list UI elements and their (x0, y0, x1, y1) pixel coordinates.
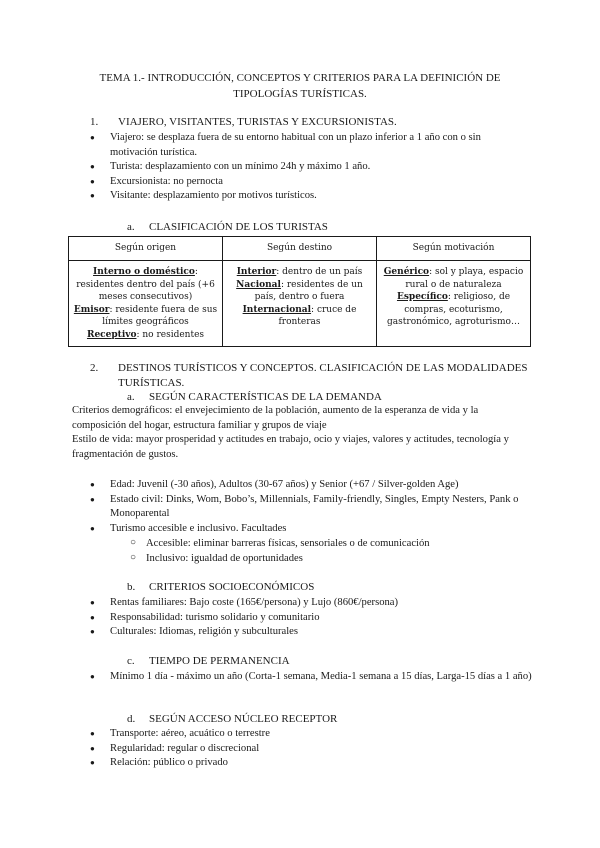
section-2d-heading (127, 712, 337, 727)
table-cell-destination (223, 261, 377, 347)
section-2d-letter: d. (127, 713, 136, 725)
section-2b-heading-text: CRITERIOS SOCIOECONÓMICOS (149, 581, 315, 593)
section-2d-heading-text: SEGÚN ACCESO NÚCLEO RECEPTOR (149, 713, 338, 725)
term-nacional-desc: : residentes de un país, dentro o fuera (254, 279, 363, 302)
list-item: ● Estado civil: Dinks, Wom, Bobo’s, Millennials, Family-friendly, Singles, Empty Nesters, Pank o Monoparental (90, 493, 536, 522)
list-item: ● Mínimo 1 día - máximo un año (Corta-1 semana, Media-1 semana a 15 días, Larga-15 días a 1 año) (90, 670, 536, 685)
term-receptivo: Receptivo (86, 329, 137, 340)
list-item: ● Edad: Juvenil (-30 años), Adultos (30-67 años) y Senior (+67 / Silver-golden Age) (90, 478, 536, 493)
term-especifico: Específico (396, 292, 448, 302)
section-2a-sub-bullets (130, 537, 530, 566)
section-1-bullets (90, 131, 530, 204)
section-2a-bullets (90, 478, 536, 536)
table-cell-motivation (377, 261, 531, 347)
paragraph-demographic: Criterios demográficos: el envejecimiento de la población, aumento de la esperanza de vida y la composición del hogar, estructura familiar y grupos de viaje (72, 405, 479, 431)
table-header-cell: Según motivación (377, 237, 531, 261)
term-especifico-desc: : religioso, de compras, ecoturismo, gastronómico, agroturismo… (387, 292, 520, 327)
section-1-number: 1. (90, 116, 99, 128)
term-interno: Interno o doméstico (93, 267, 195, 277)
list-item: ● Turista: desplazamiento con un mínimo 24h y máximo 1 año. (90, 160, 530, 175)
term-interior-desc: : dentro de un país (276, 267, 363, 277)
term-interior: Interior (236, 267, 277, 277)
term-nacional: Nacional (236, 279, 281, 290)
section-1a-letter: a. (127, 221, 135, 233)
section-2c-heading (127, 654, 290, 669)
section-1-heading (90, 115, 530, 130)
list-item: ● Visitante: desplazamiento por motivos turísticos. (90, 189, 530, 204)
paragraph-lifestyle: Estilo de vida: mayor prosperidad y actitudes en trabajo, ocio y viajes, valores y actitudes, tecnología y fragmentación de gustos. (72, 434, 509, 460)
list-item: ● Relación: público o privado (90, 756, 536, 771)
term-interno-desc: : residentes dentro del país (+6 meses consecutivos) (76, 267, 215, 302)
section-2b-heading (127, 580, 314, 595)
list-item: ● Viajero: se desplaza fuera de su entorno habitual con un plazo inferior a 1 año con o sin motivación turística. (90, 131, 530, 160)
list-item: ● Excursionista: no pernocta (90, 175, 530, 190)
table-row (69, 261, 531, 347)
section-2c-letter: c. (127, 655, 135, 667)
section-2b-bullets (90, 596, 536, 640)
list-item: ○ Inclusivo: igualdad de oportunidades (130, 552, 530, 567)
term-internacional: Internacional (242, 304, 312, 315)
term-generico-desc: : sol y playa, espacio rural o de naturaleza (405, 267, 524, 290)
section-1a-heading (127, 220, 328, 235)
classification-table (68, 236, 531, 347)
section-2d-bullets (90, 727, 536, 771)
title-line-1: TEMA 1.- INTRODUCCIÓN, CONCEPTOS Y CRITERIOS PARA LA DEFINICIÓN DE (99, 72, 501, 84)
table-header-row (69, 237, 531, 261)
table-header-cell: Según origen (69, 237, 223, 261)
section-2-number: 2. (90, 362, 99, 374)
term-generico: Genérico (383, 267, 430, 277)
list-item: ● Regularidad: regular o discrecional (90, 742, 536, 757)
list-item: ● Rentas familiares: Bajo coste (165€/persona) y Lujo (860€/persona) (90, 596, 536, 611)
section-2c-heading-text: TIEMPO DE PERMANENCIA (149, 655, 290, 667)
section-2a-paragraphs (72, 404, 534, 462)
term-emisor-desc: : residente fuera de sus límites geográficos (102, 304, 218, 327)
list-item: ● Transporte: aéreo, acuático o terrestre (90, 727, 536, 742)
section-2-heading (90, 361, 530, 390)
section-2c-bullets (90, 670, 536, 685)
section-2a-letter: a. (127, 391, 135, 403)
term-receptivo-desc: : no residentes (136, 329, 205, 340)
list-item: ○ Accesible: eliminar barreras físicas, sensoriales o de comunicación (130, 537, 530, 552)
list-item: ● Culturales: Idiomas, religión y subculturales (90, 625, 536, 640)
list-item: ● Responsabilidad: turismo solidario y comunitario (90, 611, 536, 626)
term-emisor: Emisor (73, 304, 110, 315)
section-2a-heading-text: SEGÚN CARACTERÍSTICAS DE LA DEMANDA (149, 391, 382, 403)
table-header-cell: Según destino (223, 237, 377, 261)
section-1a-heading-text: CLASIFICACIÓN DE LOS TURISTAS (149, 221, 328, 233)
section-1-heading-text: VIAJERO, VISITANTES, TURISTAS Y EXCURSIONISTAS. (118, 116, 397, 128)
section-2-heading-text: DESTINOS TURÍSTICOS Y CONCEPTOS. CLASIFICACIÓN DE LAS MODALIDADES TURÍSTICAS. (118, 362, 528, 389)
list-item: ● Turismo accesible e inclusivo. Facultades (90, 522, 536, 537)
table-cell-origin (69, 261, 223, 347)
page-title (60, 70, 540, 102)
section-2b-letter: b. (127, 581, 136, 593)
section-2a-heading (127, 390, 382, 405)
title-line-2: TIPOLOGÍAS TURÍSTICAS. (233, 88, 367, 100)
term-internacional-desc: : cruce de fronteras (278, 304, 357, 327)
